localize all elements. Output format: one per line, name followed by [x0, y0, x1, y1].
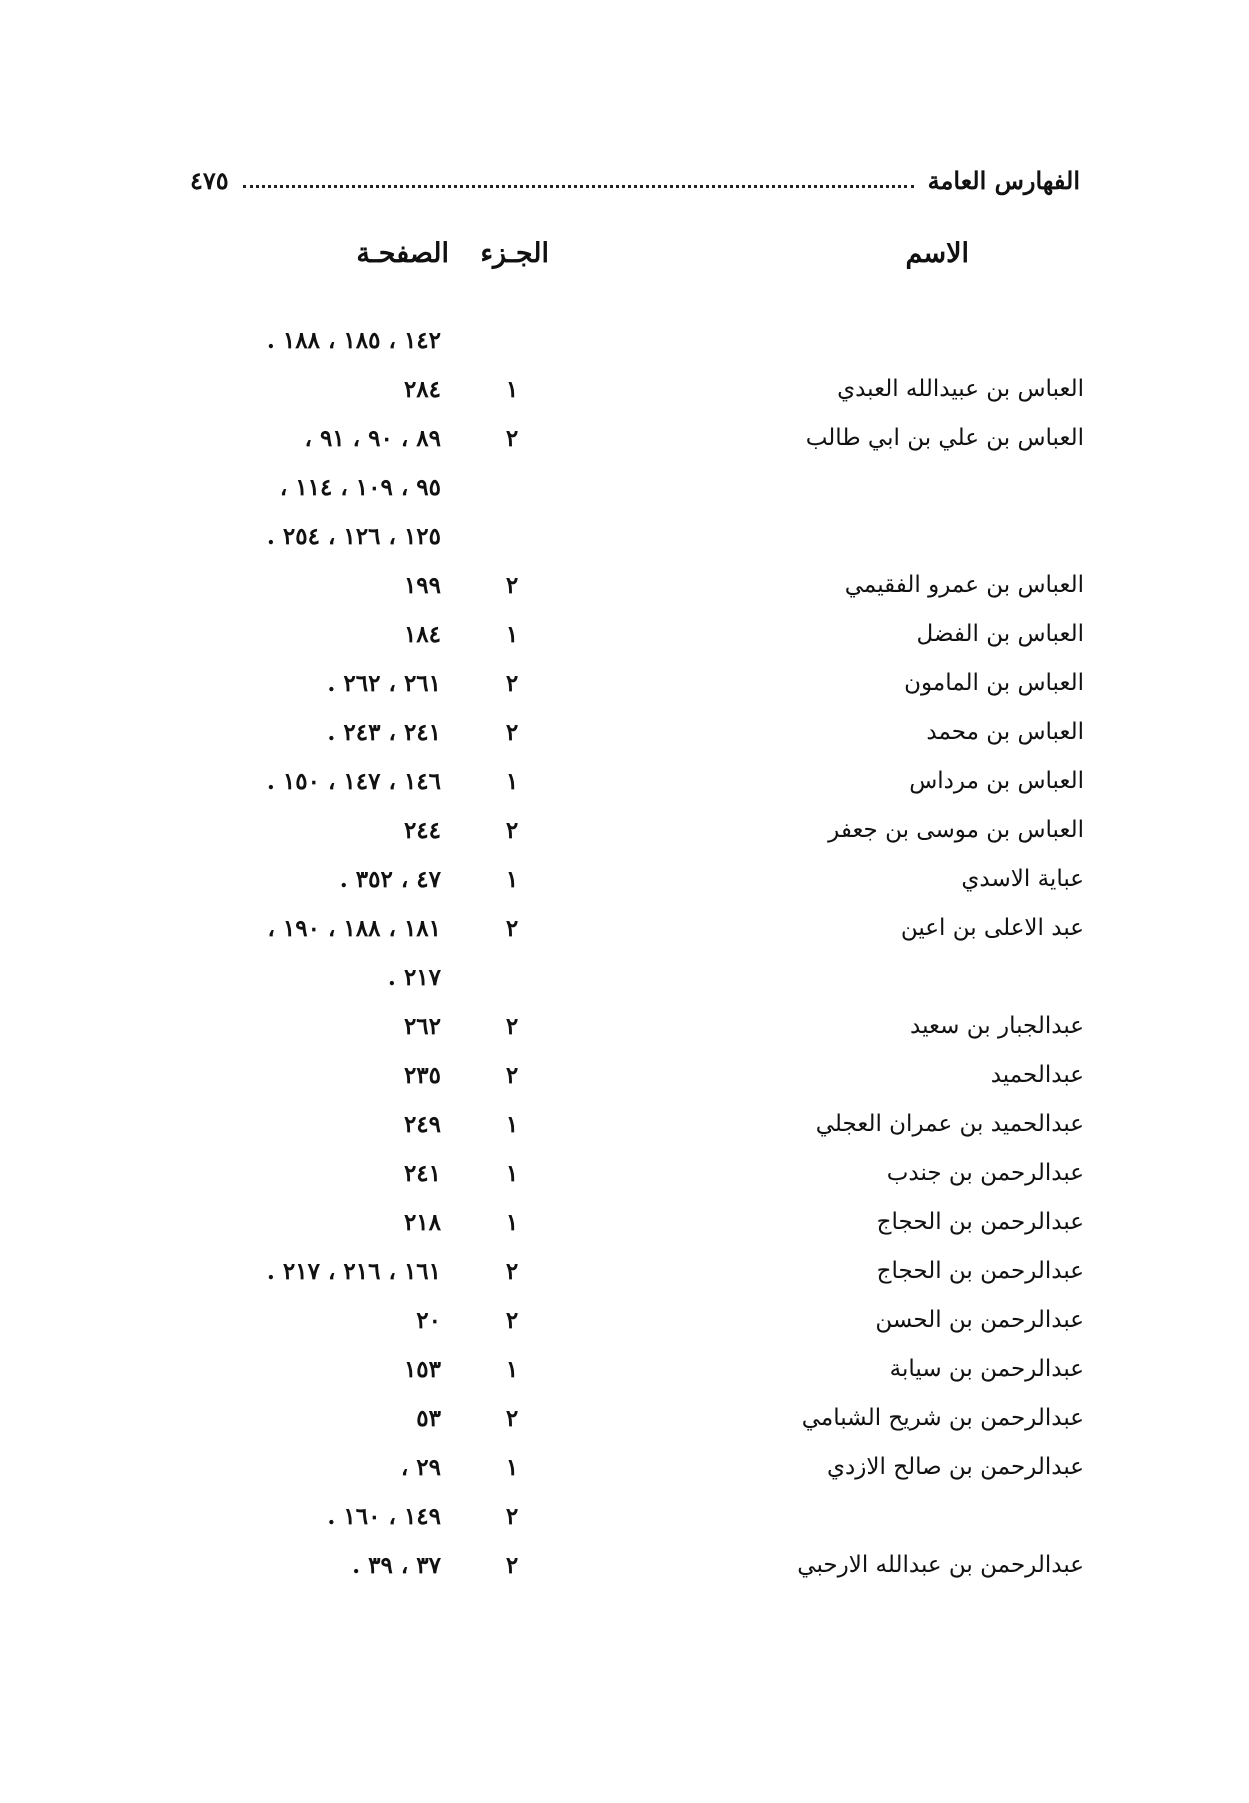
entry-pages: ٢٤٩ [403, 1111, 441, 1138]
page-number: ٤٧٥ [190, 165, 229, 195]
entry-name: عباية الاسدي [961, 866, 1084, 892]
entry-pages: ٢٠ [416, 1307, 441, 1334]
index-row [0, 365, 1249, 414]
column-header-page: الصفحـة [356, 238, 449, 269]
entry-name: العباس بن محمد [926, 719, 1084, 745]
entry-part: ١ [505, 621, 519, 648]
entry-pages: ١٢٥ ، ١٢٦ ، ٢٥٤ . [266, 523, 441, 550]
entry-name: العباس بن عبيدالله العبدي [837, 376, 1084, 402]
header-title: الفهارس العامة [927, 165, 1080, 195]
index-entries [0, 316, 1249, 1590]
entry-part: ٢ [505, 915, 519, 942]
entry-pages: ٢٨٤ [403, 376, 441, 403]
index-row [0, 953, 1249, 1002]
entry-name: العباس بن المامون [904, 670, 1084, 696]
index-row [0, 1345, 1249, 1394]
index-row [0, 316, 1249, 365]
header-dot-leader [243, 185, 914, 188]
index-row [0, 1541, 1249, 1590]
entry-pages: ٣٧ ، ٣٩ . [352, 1552, 441, 1579]
entry-pages: ١٥٣ [403, 1356, 441, 1383]
entry-pages: ٢٤٤ [403, 817, 441, 844]
entry-part: ١ [505, 1209, 519, 1236]
entry-name: عبدالرحمن بن الحسن [875, 1307, 1084, 1333]
entry-part: ١ [505, 1454, 519, 1481]
index-row [0, 1394, 1249, 1443]
index-row [0, 904, 1249, 953]
entry-part: ٢ [505, 1013, 519, 1040]
index-row [0, 708, 1249, 757]
entry-pages: ١٤٩ ، ١٦٠ . [327, 1503, 441, 1530]
entry-pages: ٢٩ ، [400, 1454, 441, 1481]
entry-name: العباس بن علي بن ابي طالب [805, 425, 1084, 451]
index-row [0, 1051, 1249, 1100]
entry-part: ٢ [505, 719, 519, 746]
entry-pages: ٤٧ ، ٣٥٢ . [339, 866, 441, 893]
index-row [0, 1443, 1249, 1492]
entry-part: ٢ [505, 1307, 519, 1334]
entry-pages: ١٤٦ ، ١٤٧ ، ١٥٠ . [266, 768, 441, 795]
index-row [0, 1100, 1249, 1149]
index-row [0, 806, 1249, 855]
entry-pages: ٢٦١ ، ٢٦٢ . [327, 670, 441, 697]
entry-name: عبدالرحمن بن صالح الازدي [827, 1454, 1084, 1480]
index-row [0, 1296, 1249, 1345]
index-row [0, 512, 1249, 561]
entry-part: ٢ [505, 817, 519, 844]
entry-pages: ٢٤١ [403, 1160, 441, 1187]
entry-part: ٢ [505, 670, 519, 697]
entry-name: العباس بن الفضل [916, 621, 1084, 647]
entry-part: ٢ [505, 1258, 519, 1285]
entry-name: عبد الاعلى بن اعين [900, 915, 1084, 941]
index-row [0, 414, 1249, 463]
index-row [0, 757, 1249, 806]
index-row [0, 855, 1249, 904]
entry-name: عبدالرحمن بن جندب [886, 1160, 1084, 1186]
entry-name: العباس بن موسى بن جعفر [828, 817, 1084, 843]
entry-part: ١ [505, 866, 519, 893]
entry-pages: ٢١٨ [403, 1209, 441, 1236]
entry-pages: ٥٣ [416, 1405, 441, 1432]
index-row [0, 1198, 1249, 1247]
entry-pages: ٢٦٢ [403, 1013, 441, 1040]
index-row [0, 1002, 1249, 1051]
entry-name: عبدالجبار بن سعيد [910, 1013, 1084, 1039]
index-row [0, 1247, 1249, 1296]
entry-name: عبدالحميد بن عمران العجلي [815, 1111, 1084, 1137]
entry-part: ٢ [505, 1062, 519, 1089]
entry-name: عبدالرحمن بن الحجاج [876, 1258, 1084, 1284]
entry-part: ٢ [505, 1503, 519, 1530]
index-row [0, 561, 1249, 610]
entry-pages: ١٨٤ [403, 621, 441, 648]
entry-part: ١ [505, 1160, 519, 1187]
index-row [0, 463, 1249, 512]
entry-part: ٢ [505, 572, 519, 599]
entry-pages: ١٦١ ، ٢١٦ ، ٢١٧ . [266, 1258, 441, 1285]
running-header [190, 160, 1080, 200]
entry-pages: ٢٣٥ [403, 1062, 441, 1089]
column-headers [0, 238, 1249, 278]
index-row [0, 659, 1249, 708]
entry-part: ٢ [505, 1552, 519, 1579]
entry-name: عبدالرحمن بن عبدالله الارحبي [797, 1552, 1084, 1578]
entry-pages: ٢١٧ . [387, 964, 441, 991]
entry-name: عبدالرحمن بن الحجاج [876, 1209, 1084, 1235]
entry-pages: ١٨١ ، ١٨٨ ، ١٩٠ ، [267, 915, 441, 942]
entry-part: ١ [505, 1111, 519, 1138]
entry-part: ١ [505, 1356, 519, 1383]
entry-name: عبدالرحمن بن سيابة [889, 1356, 1084, 1382]
entry-name: عبدالحميد [990, 1062, 1084, 1088]
entry-name: عبدالرحمن بن شريح الشبامي [801, 1405, 1084, 1431]
entry-part: ١ [505, 376, 519, 403]
entry-pages: ٩٥ ، ١٠٩ ، ١١٤ ، [279, 474, 441, 501]
index-row [0, 610, 1249, 659]
entry-name: العباس بن عمرو الفقيمي [844, 572, 1084, 598]
entry-part: ٢ [505, 425, 519, 452]
column-header-part: الجـزء [480, 238, 549, 269]
entry-name: العباس بن مرداس [909, 768, 1084, 794]
entry-pages: ١٤٢ ، ١٨٥ ، ١٨٨ . [266, 327, 441, 354]
index-row [0, 1492, 1249, 1541]
entry-pages: ٢٤١ ، ٢٤٣ . [327, 719, 441, 746]
entry-pages: ١٩٩ [403, 572, 441, 599]
column-header-name: الاسم [905, 238, 969, 269]
entry-part: ١ [505, 768, 519, 795]
entry-pages: ٨٩ ، ٩٠ ، ٩١ ، [304, 425, 441, 452]
index-row [0, 1149, 1249, 1198]
entry-part: ٢ [505, 1405, 519, 1432]
